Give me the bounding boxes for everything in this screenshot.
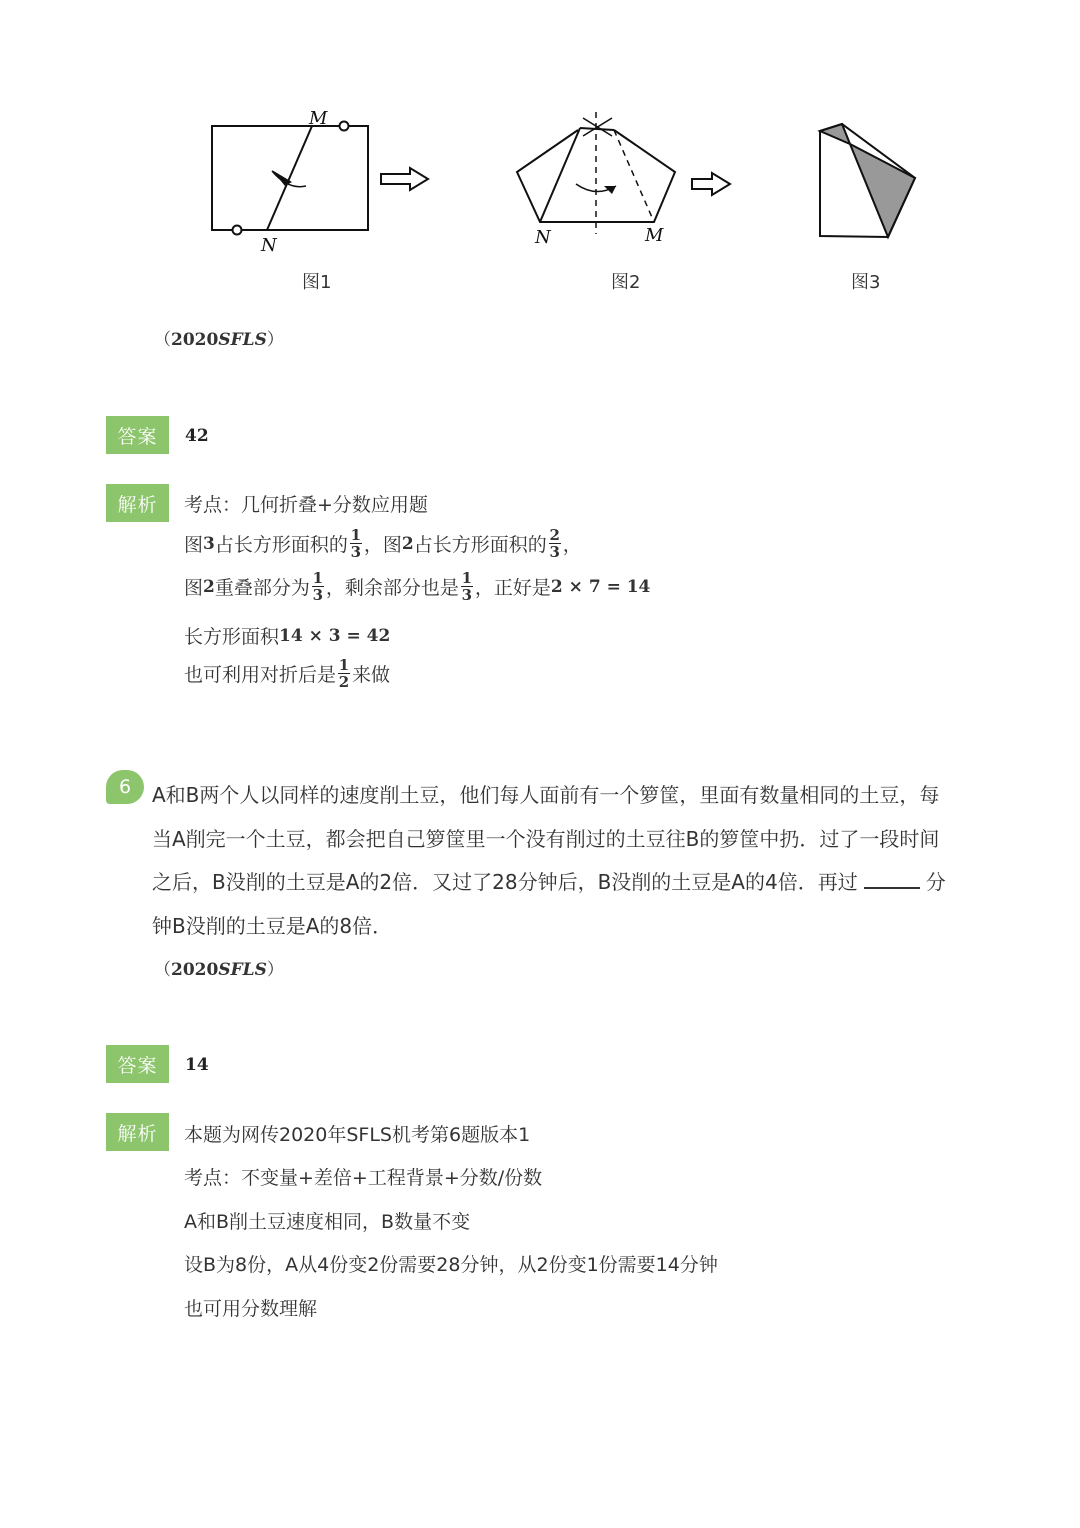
q5-analysis-line-4: 长方形面积 14 × 3 = 42	[184, 625, 391, 648]
figure-2-label: 图2	[611, 272, 641, 293]
figure-3-label: 图3	[851, 272, 881, 293]
fig2-point-m: M	[645, 225, 664, 246]
q6-answer-tag: 答案	[106, 1045, 169, 1083]
q5-analysis-line-1: 考点：几何折叠+分数应用题	[184, 494, 428, 516]
q5-answer-value: 42	[185, 426, 209, 446]
fraction: $\frac{1}{2}$	[338, 656, 350, 691]
q6-analysis-line-3: A和B削土豆速度相同，B数量不变	[184, 1211, 471, 1233]
q6-analysis-line-4: 设B为8份，A从4份变2份需要28分钟，从2份变1份需要14分钟	[184, 1254, 718, 1276]
arrow-1	[381, 168, 428, 190]
fraction: $\frac{1}{3}$	[461, 569, 473, 604]
q6-answer-value: 14	[185, 1055, 209, 1075]
q6-source: （2020SFLS）	[154, 960, 284, 980]
answer-blank[interactable]	[864, 869, 920, 889]
fraction: $\frac{2}{3}$	[549, 526, 560, 561]
figure-1-diagram	[212, 122, 368, 235]
figure-3-diagram	[820, 124, 915, 237]
q6-analysis-line-2: 考点：不变量+差倍+工程背景+分数/份数	[184, 1167, 543, 1189]
figure-2-diagram	[517, 112, 675, 234]
q6-text-line-4: 钟B没削的土豆是A的8倍．	[152, 914, 393, 938]
question-number-badge: 6	[106, 770, 144, 804]
folding-figures	[0, 0, 1080, 300]
q5-analysis-line-3: 图 2 重叠部分为 $\frac{1}{3}$ ，剩余部分也是 $\frac{1}{3}$ ，正好是 2 × 7 = 14	[184, 569, 651, 604]
q6-text-line-3: 之后，B没削的土豆是A的2倍．又过了28分钟后，B没削的土豆是A的4倍．再过 分	[152, 870, 946, 894]
fig1-point-m: M	[309, 108, 328, 129]
q6-analysis-line-1: 本题为网传2020年SFLS机考第6题版本1	[184, 1124, 531, 1146]
q5-source: （2020SFLS）	[154, 330, 284, 350]
fig1-point-n: N	[261, 235, 277, 256]
figure-1-label: 图1	[302, 272, 332, 293]
q5-analysis-line-2: 图 3 占长方形面积的 $\frac{1}{3}$ ，图 2 占长方形面积的 $\frac{2}{3}$ ，	[184, 526, 582, 561]
fraction: $\frac{1}{3}$	[350, 526, 362, 561]
q6-analysis-line-5: 也可用分数理解	[184, 1298, 318, 1320]
q5-answer-tag: 答案	[106, 416, 169, 454]
q6-analysis-tag: 解析	[106, 1113, 169, 1151]
q6-text-line-1: A和B两个人以同样的速度削土豆，他们每人面前有一个箩筐，里面有数量相同的土豆，每	[152, 783, 940, 807]
fig2-point-n: N	[535, 227, 551, 248]
q6-text-line-2: 当A削完一个土豆，都会把自己箩筐里一个没有削过的土豆往B的箩筐中扔．过了一段时间	[152, 827, 940, 851]
fraction: $\frac{1}{3}$	[312, 569, 324, 604]
q5-analysis-tag: 解析	[106, 484, 169, 522]
arrow-2	[692, 173, 730, 195]
q5-analysis-line-5: 也可利用对折后是 $\frac{1}{2}$ 来做	[184, 656, 391, 691]
